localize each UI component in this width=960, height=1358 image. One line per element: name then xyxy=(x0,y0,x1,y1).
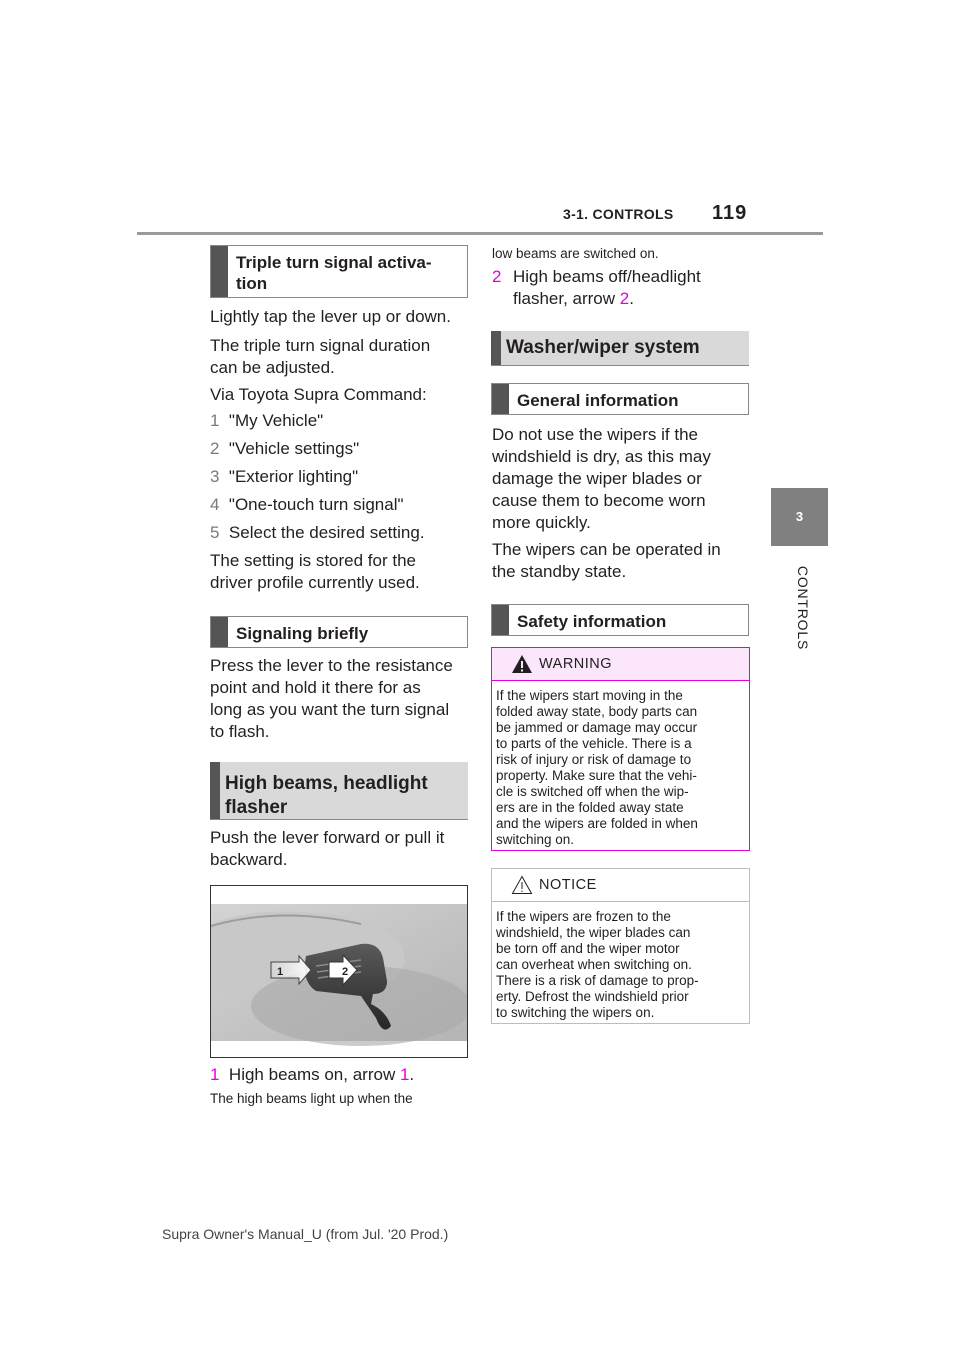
item-number: 1 xyxy=(210,1065,220,1084)
heading-bar xyxy=(211,246,228,297)
step-text: "One-touch turn signal" xyxy=(228,495,404,514)
chapter-label xyxy=(795,560,819,660)
paragraph: Press the lever to the resistance point and hold it there for as long as you want the turn signal to flash. xyxy=(210,656,453,741)
paragraph: The setting is stored for the driver profile currently used. xyxy=(210,551,420,592)
list-item xyxy=(210,410,323,432)
header-divider xyxy=(137,232,823,235)
heading-text: General information xyxy=(517,391,679,410)
arrow-2-label: 2 xyxy=(342,966,349,978)
heading-text: Safety information xyxy=(517,612,667,631)
heading-signaling-briefly xyxy=(210,616,468,648)
item-end: . xyxy=(409,1065,415,1084)
step-text: "Exterior lighting" xyxy=(228,467,359,486)
notice-header xyxy=(492,869,749,902)
heading-high-beams xyxy=(210,762,468,820)
arrow-1-label: 1 xyxy=(277,966,284,978)
list-item xyxy=(210,466,358,488)
item-number: 2 xyxy=(492,267,502,286)
item-text: High beams on, arrow xyxy=(228,1065,400,1084)
heading-bar xyxy=(492,605,509,635)
heading-text: Signaling briefly xyxy=(236,624,369,643)
heading-text: Washer/wiper system xyxy=(506,337,700,358)
list-item xyxy=(210,438,359,460)
item-text-wrap xyxy=(513,266,753,310)
heading-bar xyxy=(491,331,501,365)
heading-triple-turn-signal xyxy=(210,245,468,298)
caution-triangle-icon xyxy=(511,875,533,895)
item-note-continued: low beams are switched on. xyxy=(492,246,659,261)
step-number: 1 xyxy=(210,411,220,430)
figure-item-1 xyxy=(210,1064,414,1086)
list-item xyxy=(210,522,425,544)
warning-title: WARNING xyxy=(539,656,613,672)
step-number: 4 xyxy=(210,495,220,514)
warning-box xyxy=(491,647,750,851)
step-number: 5 xyxy=(210,523,220,542)
notice-box xyxy=(491,868,750,1024)
turn-signal-lever-illustration xyxy=(211,886,467,1057)
page-number: 119 xyxy=(712,202,748,224)
item-text: High beams off/headlight flasher, arrow xyxy=(513,267,701,308)
paragraph: Push the lever forward or pull it backward. xyxy=(210,828,445,869)
paragraph: Do not use the wipers if the windshield is dry, as this may damage the wiper blades or cause them to become worn more quickly. xyxy=(492,425,711,532)
item-end: . xyxy=(629,289,634,308)
page-footer: Supra Owner's Manual_U (from Jul. '20 Prod.) xyxy=(162,1226,449,1242)
chapter-label-text: CONTROLS xyxy=(795,565,812,651)
step-text: "Vehicle settings" xyxy=(228,439,360,458)
arrow-ref: 1 xyxy=(399,1065,410,1084)
item-note: The high beams light up when the xyxy=(210,1091,413,1106)
heading-bar xyxy=(210,762,220,819)
heading-washer-wiper xyxy=(491,331,749,366)
warning-triangle-icon xyxy=(511,654,533,674)
notice-title: NOTICE xyxy=(539,877,597,893)
heading-text: High beams, headlight flasher xyxy=(225,773,428,818)
step-text: Select the desired setting. xyxy=(228,523,425,542)
chapter-number-tab: 3 xyxy=(771,488,828,546)
step-text: "My Vehicle" xyxy=(228,411,324,430)
warning-header xyxy=(492,648,749,681)
paragraph: The wipers can be operated in the standby state. xyxy=(492,540,721,581)
section-header: 3-1. CONTROLS xyxy=(563,206,674,222)
paragraph: Lightly tap the lever up or down. xyxy=(210,307,451,326)
warning-text: If the wipers start moving in the folded away state, body parts can be jammed or damage may occur to parts of the vehicle. There is a risk of injury or risk of damage to property. Make sure that the vehi- cle is switched off when the wip- ers are in the folded away state and the wipers are folded in when switching on. xyxy=(496,688,698,847)
paragraph: Via Toyota Supra Command: xyxy=(210,385,427,404)
heading-bar xyxy=(211,617,228,647)
notice-text: If the wipers are frozen to the windshield, the wiper blades can be torn off and the wiper motor can overheat when switching on. There is a risk of damage to prop- erty. Defrost the windshield prior to switching the wipers on. xyxy=(496,909,699,1020)
step-number: 2 xyxy=(210,439,220,458)
heading-safety-information xyxy=(491,604,749,636)
heading-bar xyxy=(492,384,509,414)
list-item xyxy=(210,494,404,516)
heading-text: Triple turn signal activa- tion xyxy=(236,253,432,293)
step-number: 3 xyxy=(210,467,220,486)
lever-figure xyxy=(210,885,468,1058)
heading-general-information xyxy=(491,383,749,415)
paragraph: The triple turn signal duration can be adjusted. xyxy=(210,336,431,377)
arrow-ref: 2 xyxy=(619,289,630,308)
